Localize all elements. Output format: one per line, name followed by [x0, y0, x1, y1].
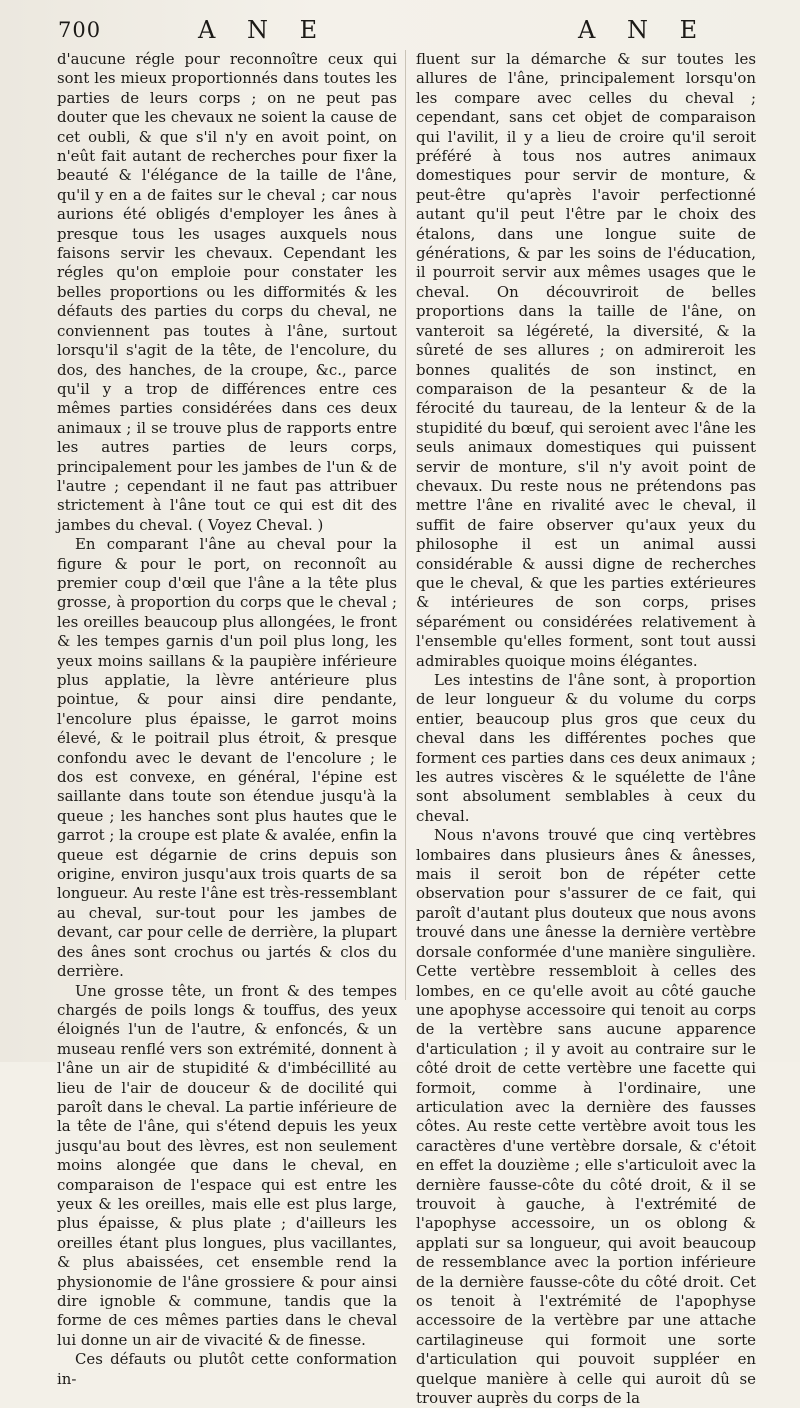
left-column — [57, 50, 397, 1389]
paragraph: Nous n'avons trouvé que cinq vertèbres lombaires dans plusieurs ânes & ânesses, mais il seroit bon de répéter cette observation pour s'assurer de ce fait, qui paroît d'autant plus douteux que nous avons trouvé dans une ânesse la dernière vertèbre dorsale conformée d'une manière singulière. Cette vertèbre ressembloit à celles des lombes, en ce qu'elle avoit au côté gauche une apophyse accessoire qui tenoit au corps de la vertèbre sans aucune apparence d'articulation ; il y avoit au contraire sur le côté droit de cette vertèbre une facette qui formoit, comme à l'ordinaire, une articulation avec la dernière des fausses côtes. Au reste cette vertèbre avoit tous les caractères d'une vertèbre dorsale, & c'étoit en effet la douzième ; elle s'articuloit avec la dernière fausse-côte du côté droit, & il se trouvoit à gauche, à l'extrémité de l'apophyse accessoire, un os oblong & applati sur sa longueur, qui avoit beaucoup de ressemblance avec la portion inférieure de la dernière fausse-côte du côté droit. Cet os tenoit à l'extrémité de l'apophyse accessoire de la vertèbre par une attache cartilagineuse qui formoit une sorte d'articulation qui pouvoit suppléer en quelque manière à celle qui auroit dû se trouver auprès du corps de la — [416, 826, 756, 1408]
running-head-left: A N E — [198, 16, 330, 44]
paragraph: Une grosse tête, un front & des tempes chargés de poils longs & touffus, des yeux éloignés l'un de l'autre, & enfoncés, & un museau renflé vers son extrémité, donnent à l'âne un air de stupidité & d'imbécillité au lieu de l'air de douceur & de docilité qui paroît dans le cheval. La partie inférieure de la tête de l'âne, qui s'étend depuis les yeux jusqu'au bout des lèvres, est non seulement moins alongée que dans le cheval, en comparaison de l'espace qui est entre les yeux & les oreilles, mais elle est plus large, plus épaisse, & plus plate ; d'ailleurs les oreilles étant plus longues, plus vacillantes, & plus abaissées, cet ensemble rend la physionomie de l'âne grossiere & pour ainsi dire ignoble & commune, tandis que la forme de ces mêmes parties dans le cheval lui donne un air de vivacité & de finesse. — [57, 981, 397, 1349]
paragraph: fluent sur la démarche & sur toutes les allures de l'âne, principalement lorsqu'on les compare avec celles du cheval ; cependant, sans cet objet de comparaison qui l'avilit, il y a lieu de croire qu'il seroit préféré à tous nos autres animaux domestiques pour servir de monture, & peut-être qu'après l'avoir perfectionné autant qu'il peut l'être par le choix des étalons, dans une longue suite de générations, & par les soins de l'éducation, il pourroit servir aux mêmes usages que le cheval. On découvriroit de belles proportions dans la taille de l'âne, on vanteroit sa légéreté, la diversité, & la sûreté de ses allures ; on admireroit les bonnes qualités de son instinct, en comparaison de la pesanteur & de la férocité du taureau, de la lenteur & de la stupidité du bœuf, qui seroient avec l'âne les seuls animaux domestiques qui puissent servir de monture, s'il n'y avoit point de chevaux. Du reste nous ne prétendons pas mettre l'âne en rivalité avec le cheval, il suffit de faire observer qu'aux yeux du philosophe il est un animal aussi considérable & aussi digne de recherches que le cheval, & que les parties extérieures & intérieures de son corps, prises séparément ou considérées relativement à l'ensemble qu'elles forment, sont tout aussi admirables quoique moins élégantes. — [416, 50, 756, 670]
paragraph: En comparant l'âne au cheval pour la figure & pour le port, on reconnoît au premier coup d'œil que l'âne a la tête plus grosse, à proportion du corps que le cheval ; les oreilles beaucoup plus allongées, le front & les tempes garnis d'un poil plus long, les yeux moins saillans & la paupière inférieure plus applatie, la lèvre antérieure plus pointue, & pour ainsi dire pendante, l'encolure plus épaisse, le garrot moins élevé, & le poitrail plus étroit, & presque confondu avec le devant de l'encolure ; le dos est convexe, en général, l'épine est saillante dans toute son étendue jusqu'à la queue ; les hanches sont plus hautes que le garrot ; la croupe est plate & avalée, enfin la queue est dégarnie de crins depuis son origine, environ jusqu'aux trois quarts de sa longueur. Au reste l'âne est très-ressemblant au cheval, sur-tout pour les jambes de devant, car pour celle de derrière, la plupart des ânes sont crochus ou jartés & clos du derrière. — [57, 535, 397, 981]
paragraph: Ces défauts ou plutôt cette conformation in- — [57, 1350, 397, 1388]
paragraph: Les intestins de l'âne sont, à proportion de leur longueur & du volume du corps entier, beaucoup plus gros que ceux du cheval dans les différentes poches que forment ces parties dans ces deux animaux ; les autres viscères & le squélette de l'âne sont absolument semblables à ceux du cheval. — [416, 671, 756, 825]
column-divider — [405, 50, 406, 1000]
page-number: 700 — [58, 18, 102, 42]
page-header — [58, 14, 782, 46]
right-column — [416, 50, 756, 1408]
paragraph: d'aucune régle pour reconnoître ceux qui sont les mieux proportionnés dans toutes les parties de leurs corps ; on ne peut pas douter que les chevaux ne soient la cause de cet oubli, & que s'il n'y en avoit point, on n'eût fait autant de recherches pour fixer la beauté & l'élégance de la taille de l'âne, qu'il y en a de faites sur le cheval ; car nous aurions été obligés d'employer les ânes à presque tous les usages auxquels nous faisons servir les chevaux. Cependant les régles qu'on emploie pour constater les belles proportions ou les difformités & les défauts des parties du corps du cheval, ne conviennent pas toutes à l'âne, surtout lorsqu'il s'agit de la tête, de l'encolure, du dos, des hanches, de la croupe, &c., parce qu'il y a trop de différences entre ces mêmes parties considérées dans ces deux animaux ; il se trouve plus de rapports entre les autres parties de leurs corps, principalement pour les jambes de l'un & de l'autre ; cependant il ne faut pas attribuer strictement à l'âne tout ce qui est dit des jambes du cheval. ( Voyez Cheval. ) — [57, 50, 397, 534]
running-head-right: A N E — [578, 16, 710, 44]
